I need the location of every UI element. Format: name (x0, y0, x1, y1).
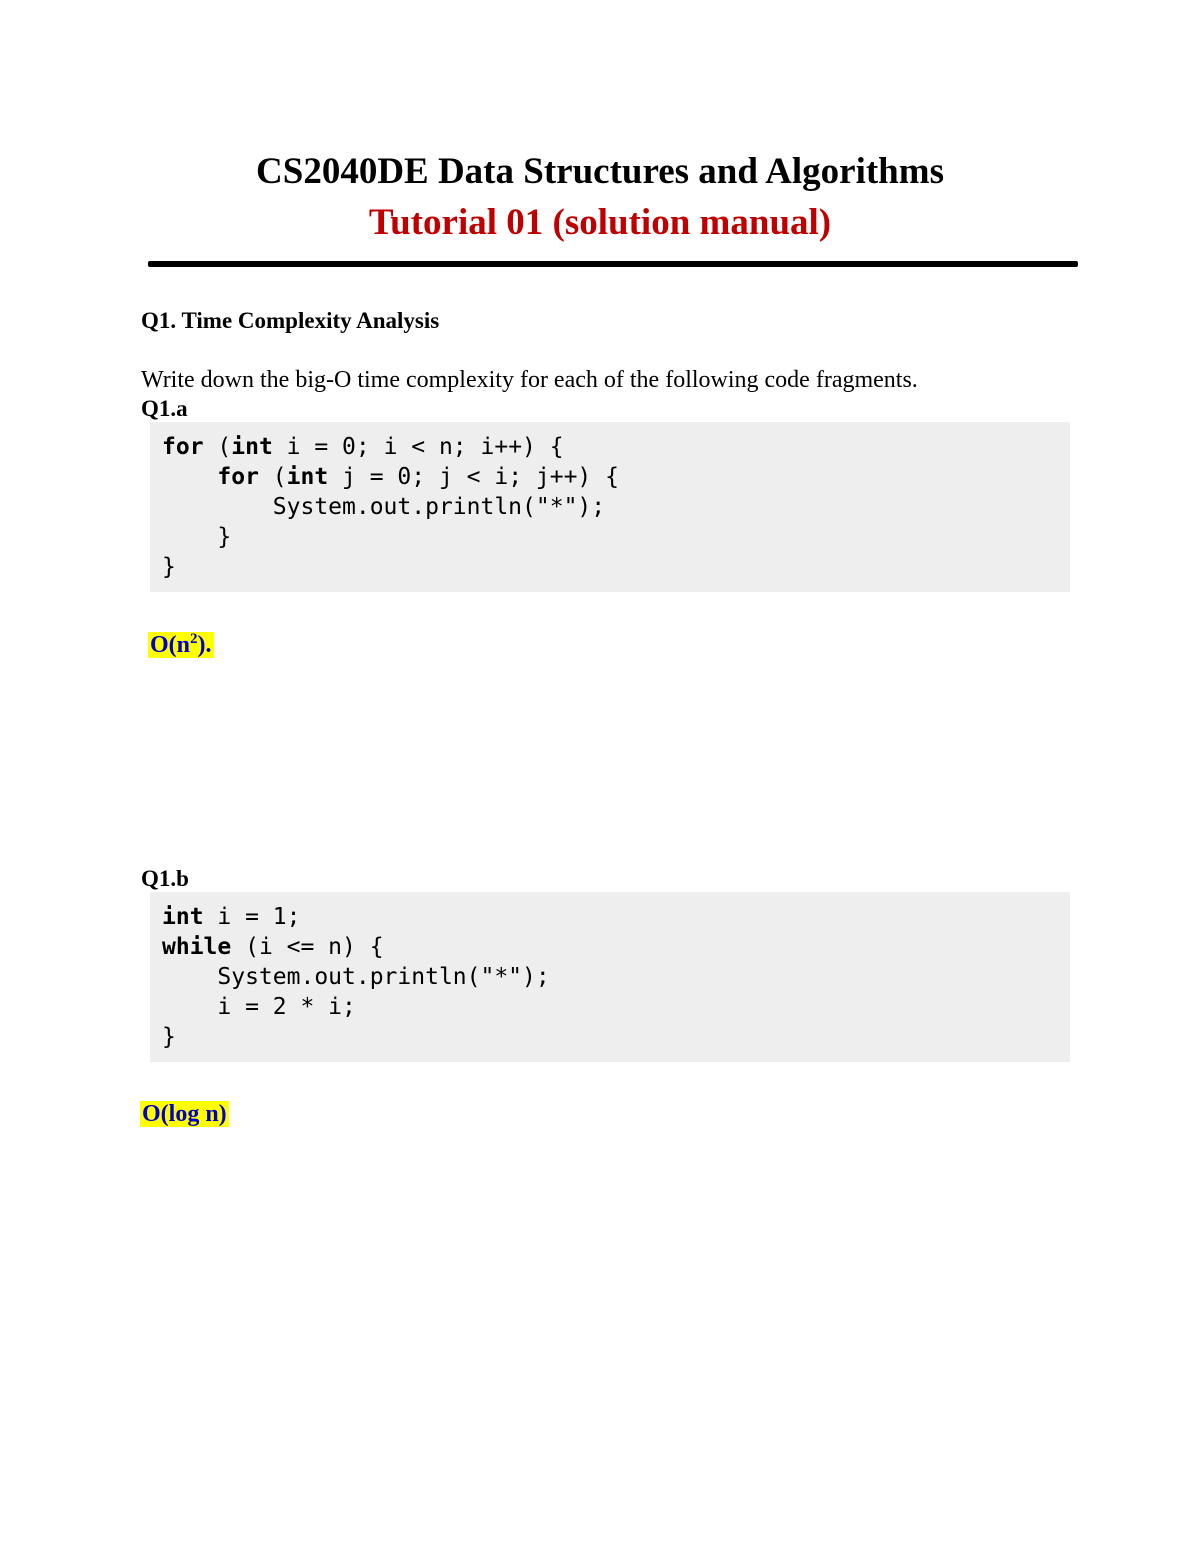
q1-heading: Q1. Time Complexity Analysis (141, 308, 440, 333)
code-line: int i = 1; (162, 904, 301, 930)
q1b-code-block (150, 892, 1070, 1062)
title-divider (148, 261, 1078, 267)
code-line: while (i <= n) { (162, 934, 384, 960)
document-title: CS2040DE Data Structures and Algorithms (256, 151, 944, 192)
code-line: System.out.println("*"); (272, 494, 606, 520)
code-line: for (int j = 0; j < i; j++) { (217, 464, 619, 490)
q1b-answer: O(log n) (142, 1101, 227, 1127)
code-line: i = 2 * i; (217, 994, 356, 1020)
code-line: System.out.println("*"); (217, 964, 550, 990)
q1a-answer: $O(n^2)$. (150, 631, 212, 658)
q1-instruction: Write down the big-O time complexity for each of the following code fragments. (141, 367, 918, 393)
q1a-label: Q1.a (141, 396, 188, 421)
code-line: for (int i = 0; i < n; i++) { (162, 434, 564, 460)
document-subtitle: Tutorial 01 (solution manual) (368, 202, 832, 243)
q1b-label: Q1.b (141, 866, 189, 891)
q1a-code-block (150, 422, 1070, 592)
code-line: } (162, 554, 176, 580)
code-line: } (217, 524, 232, 550)
code-line: } (162, 1024, 176, 1050)
